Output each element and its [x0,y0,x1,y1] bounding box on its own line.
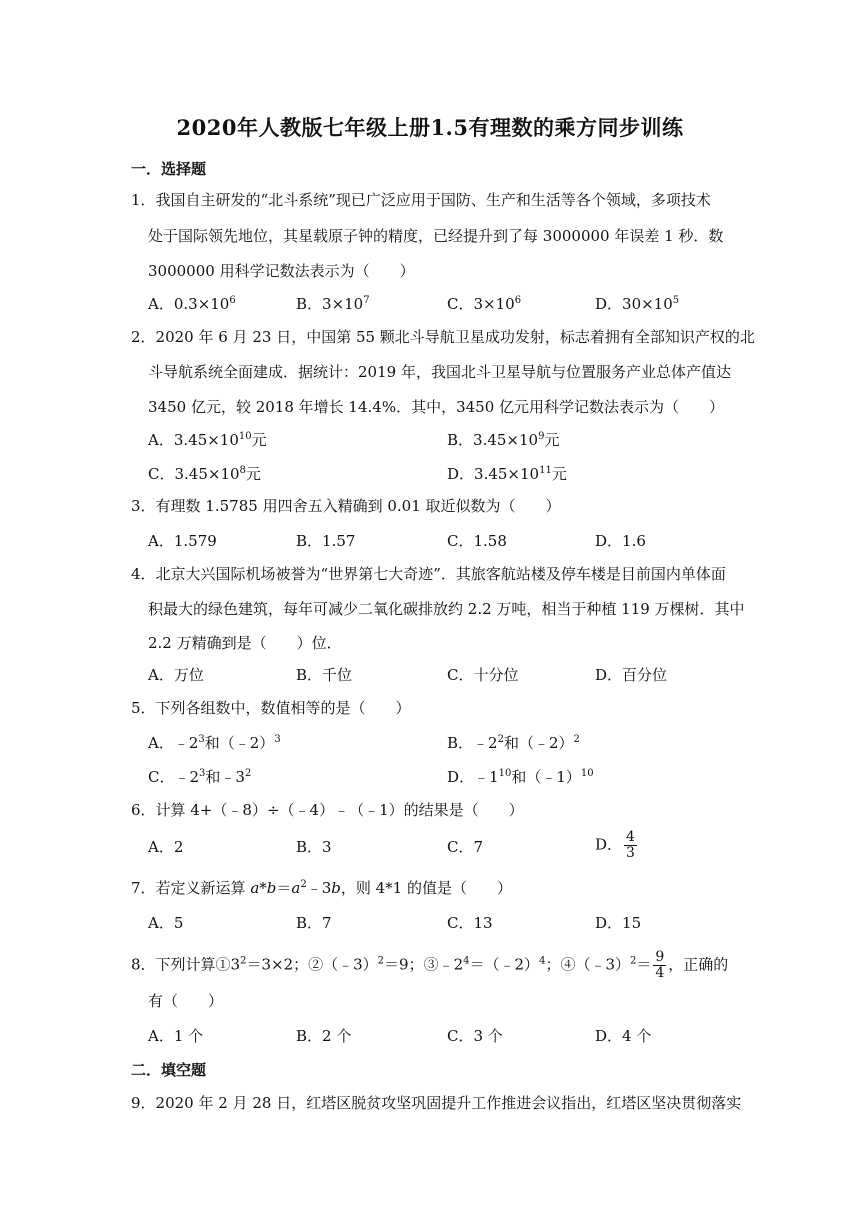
fraction-nine-quarters: $\frac{9}{4}$ [655,949,665,981]
question-2-line-3: 3450 亿元，较 2018 年增长 14.4%．其中，3450 亿元用科学记数法表示为（ ） [148,398,725,416]
question-8-line-1: 8．下列计算$①3^2=3\times 2$；②（﹣3）$^2$＝9；$③﹣2^4=(﹣2)^4$；④（﹣3）$^2$＝ $\frac{9}{4}$ ，正确的 [131,949,729,981]
question-5-option-c: C．$﹣2^3$和$﹣3^2$ [148,768,252,786]
question-8-option-c: C．3 个 [447,1027,503,1045]
question-1-line-1: 1．我国自主研发的“北斗系统”现已广泛应用于国防、生产和生活等各个领域，多项技术 [131,191,711,209]
question-4-option-d: D．百分位 [595,666,668,684]
question-8-line-2: 有（ ） [148,992,224,1010]
question-7-option-a: A．5 [148,914,184,932]
question-4-option-b: B．千位 [296,666,353,684]
question-7-option-b: B．7 [296,914,332,932]
question-6-line-1: 6．计算 4+（﹣8）÷（﹣4）﹣（﹣1）的结果是（ ） [131,801,524,819]
question-4-option-a: A．万位 [148,666,204,684]
question-3-option-d: D．1.6 [595,532,646,550]
question-1-line-2: 处于国际领先地位，其星载原子钟的精度，已经提升到了每 3000000 年误差 1 秒．数 [148,227,724,245]
fraction-four-thirds: $\frac{4}{3}$ [626,829,635,861]
question-5-option-b: B．$﹣2^2$和（﹣2）$^2$ [447,734,580,752]
question-4-line-1: 4．北京大兴国际机场被誉为“世界第七大奇迹”．其旅客航站楼及停车楼是目前国内单体面 [131,565,726,583]
question-2-option-d: D．$3.45\times 10^{11}$元 [447,465,567,483]
question-1-option-d: D．$30\times 10^5$ [595,295,680,313]
question-2-line-2: 斗导航系统全面建成．据统计：2019 年，我国北斗卫星导航与位置服务产业总体产值达 [148,363,731,381]
question-3-line-1: 3．有理数 1.5785 用四舍五入精确到 0.01 取近似数为（ ） [131,497,561,515]
question-2-line-1: 2．2020 年 6 月 23 日，中国第 55 颗北斗导航卫星成功发射，标志着拥有全部知识产权的北 [131,328,755,346]
question-2-option-a: A．$3.45\times 10^{10}$元 [148,431,267,449]
question-8-option-b: B．2 个 [296,1027,352,1045]
question-1-option-a: A．$0.3\times 10^6$ [148,295,236,313]
question-1-option-c: C．$3\times 10^6$ [447,295,522,313]
question-3-option-a: A．1.579 [148,532,217,550]
question-4-option-c: C．十分位 [447,666,519,684]
question-7-line-1: 7．若定义新运算 $a*b=a^2﹣3b$，则 4*1 的值是（ ） [131,879,512,897]
page-title: 2020年人教版七年级上册1.5有理数的乘方同步训练 [176,115,684,140]
question-6-option-a: A．2 [148,838,184,856]
question-6-option-c: C．7 [447,838,484,856]
question-5-option-d: D．$﹣1^{10}$和（﹣1）$^{10}$ [447,768,594,786]
question-7-option-d: D．15 [595,914,642,932]
question-5-option-a: A．$﹣2^3$和（﹣2）$^3$ [148,734,281,752]
question-3-option-c: C．1.58 [447,532,507,550]
question-6-option-b: B．3 [296,838,332,856]
question-1-line-3: 3000000 用科学记数法表示为（ ） [148,262,415,280]
section-heading-choice: 一．选择题 [131,160,207,178]
question-6-option-d: D． $\frac{4}{3}$ [595,829,635,861]
question-8-option-a: A．1 个 [148,1027,204,1045]
question-7-option-c: C．13 [447,914,493,932]
question-5-line-1: 5．下列各组数中，数值相等的是（ ） [131,699,411,717]
question-1-option-b: B．$3\times 10^7$ [296,295,370,313]
question-2-option-b: B．$3.45\times 10^9$元 [447,431,560,449]
question-9-line-1: 9．2020 年 2 月 28 日，红塔区脱贫攻坚巩固提升工作推进会议指出，红塔区坚决贯彻落实 [131,1094,742,1112]
question-4-line-3: 2.2 万精确到是（ ）位． [148,634,342,652]
section-heading-fill: 二．填空题 [131,1061,207,1079]
question-4-line-2: 积最大的绿色建筑，每年可减少二氧化碳排放约 2.2 万吨，相当于种植 119 万棵树．其中 [148,600,745,618]
question-2-option-c: C．$3.45\times 10^8$元 [148,465,261,483]
question-3-option-b: B．1.57 [296,532,356,550]
question-8-option-d: D．4 个 [595,1027,652,1045]
